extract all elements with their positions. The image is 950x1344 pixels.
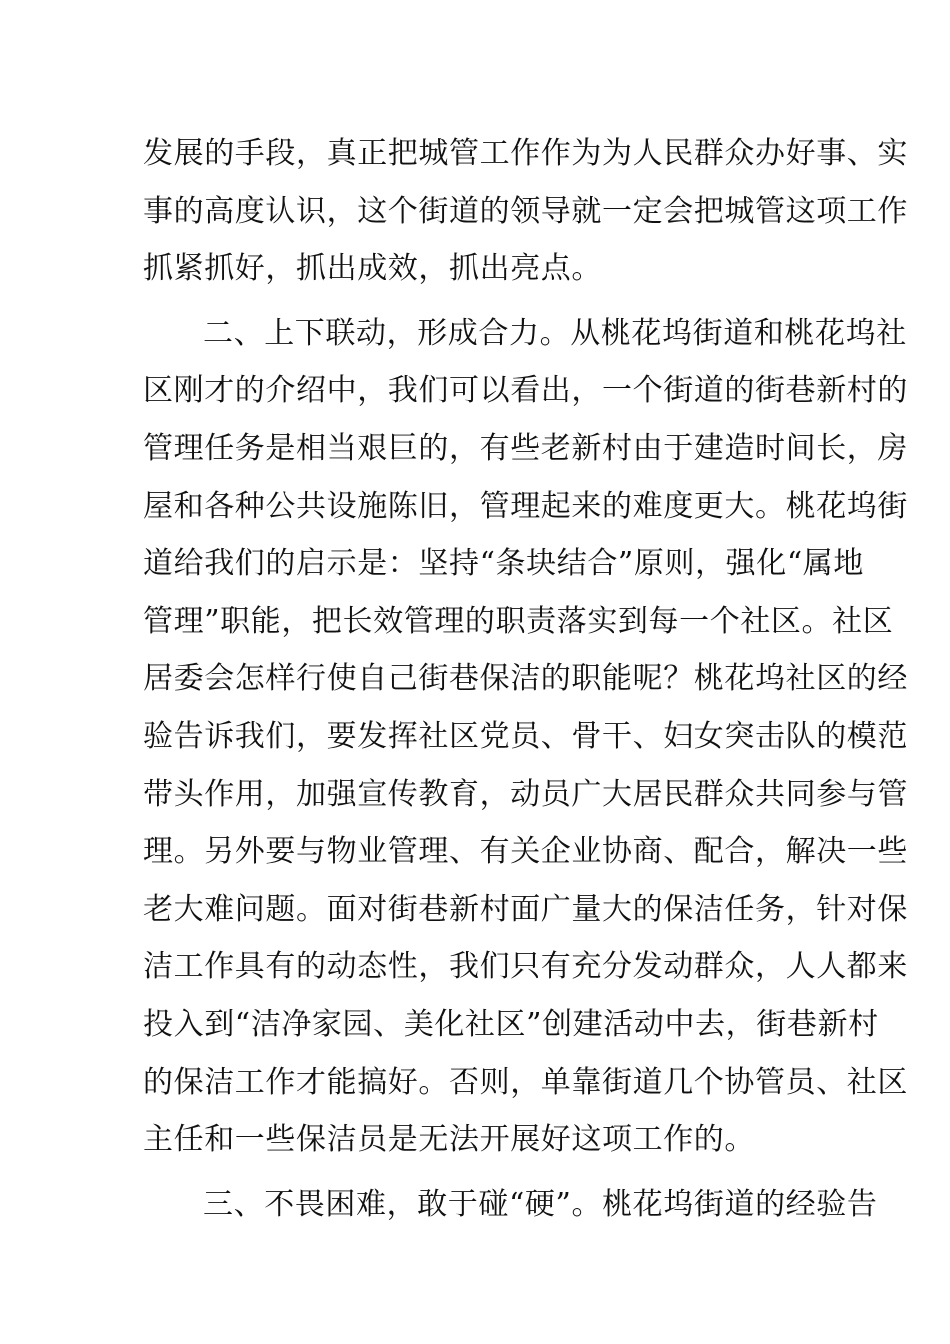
text-line: 屋和各种公共设施陈旧，管理起来的难度更大。桃花坞街	[143, 488, 908, 524]
text-line: 抓紧抓好，抓出成效，抓出亮点。	[143, 251, 602, 287]
text-line: 道给我们的启示是：坚持“条块结合”原则，强化“属地	[143, 546, 865, 582]
text-line: 居委会怎样行使自己街巷保洁的职能呢？桃花坞社区的经	[143, 661, 908, 697]
text-line: 的保洁工作才能搞好。否则，单靠街道几个协管员、社区	[143, 1064, 908, 1100]
paragraph-section-three	[143, 1176, 878, 1234]
document-body	[143, 125, 908, 1233]
text-line: 区刚才的介绍中，我们可以看出，一个街道的街巷新村的	[143, 373, 908, 409]
paragraph-continuation	[143, 125, 908, 298]
text-line: 投入到“洁净家园、美化社区”创建活动中去，街巷新村	[143, 1006, 879, 1042]
text-line: 事的高度认识，这个街道的领导就一定会把城管这项工作	[143, 193, 908, 229]
text-line: 主任和一些保洁员是无法开展好这项工作的。	[143, 1122, 755, 1158]
text-line: 洁工作具有的动态性，我们只有充分发动群众，人人都来	[143, 949, 908, 985]
text-line: 二、上下联动，形成合力。从桃花坞街道和桃花坞社	[203, 315, 907, 351]
text-line: 理。另外要与物业管理、有关企业协商、配合，解决一些	[143, 834, 908, 870]
text-line: 带头作用，加强宣传教育，动员广大居民群众共同参与管	[143, 776, 908, 812]
text-line: 发展的手段，真正把城管工作作为为人民群众办好事、实	[143, 136, 908, 171]
text-line: 管理任务是相当艰巨的，有些老新村由于建造时间长，房	[143, 430, 908, 466]
paragraph-gap	[143, 1169, 808, 1176]
text-line: 老大难问题。面对街巷新村面广量大的保洁任务，针对保	[143, 891, 908, 927]
text-line: 验告诉我们，要发挥社区党员、骨干、妇女突击队的模范	[143, 718, 908, 754]
paragraph-section-two	[143, 305, 908, 1169]
text-line: 三、不畏困难，敢于碰“硬”。桃花坞街道的经验告	[203, 1186, 878, 1222]
paragraph-gap	[143, 298, 808, 305]
text-line: 管理”职能，把长效管理的职责落实到每一个社区。社区	[143, 603, 894, 639]
